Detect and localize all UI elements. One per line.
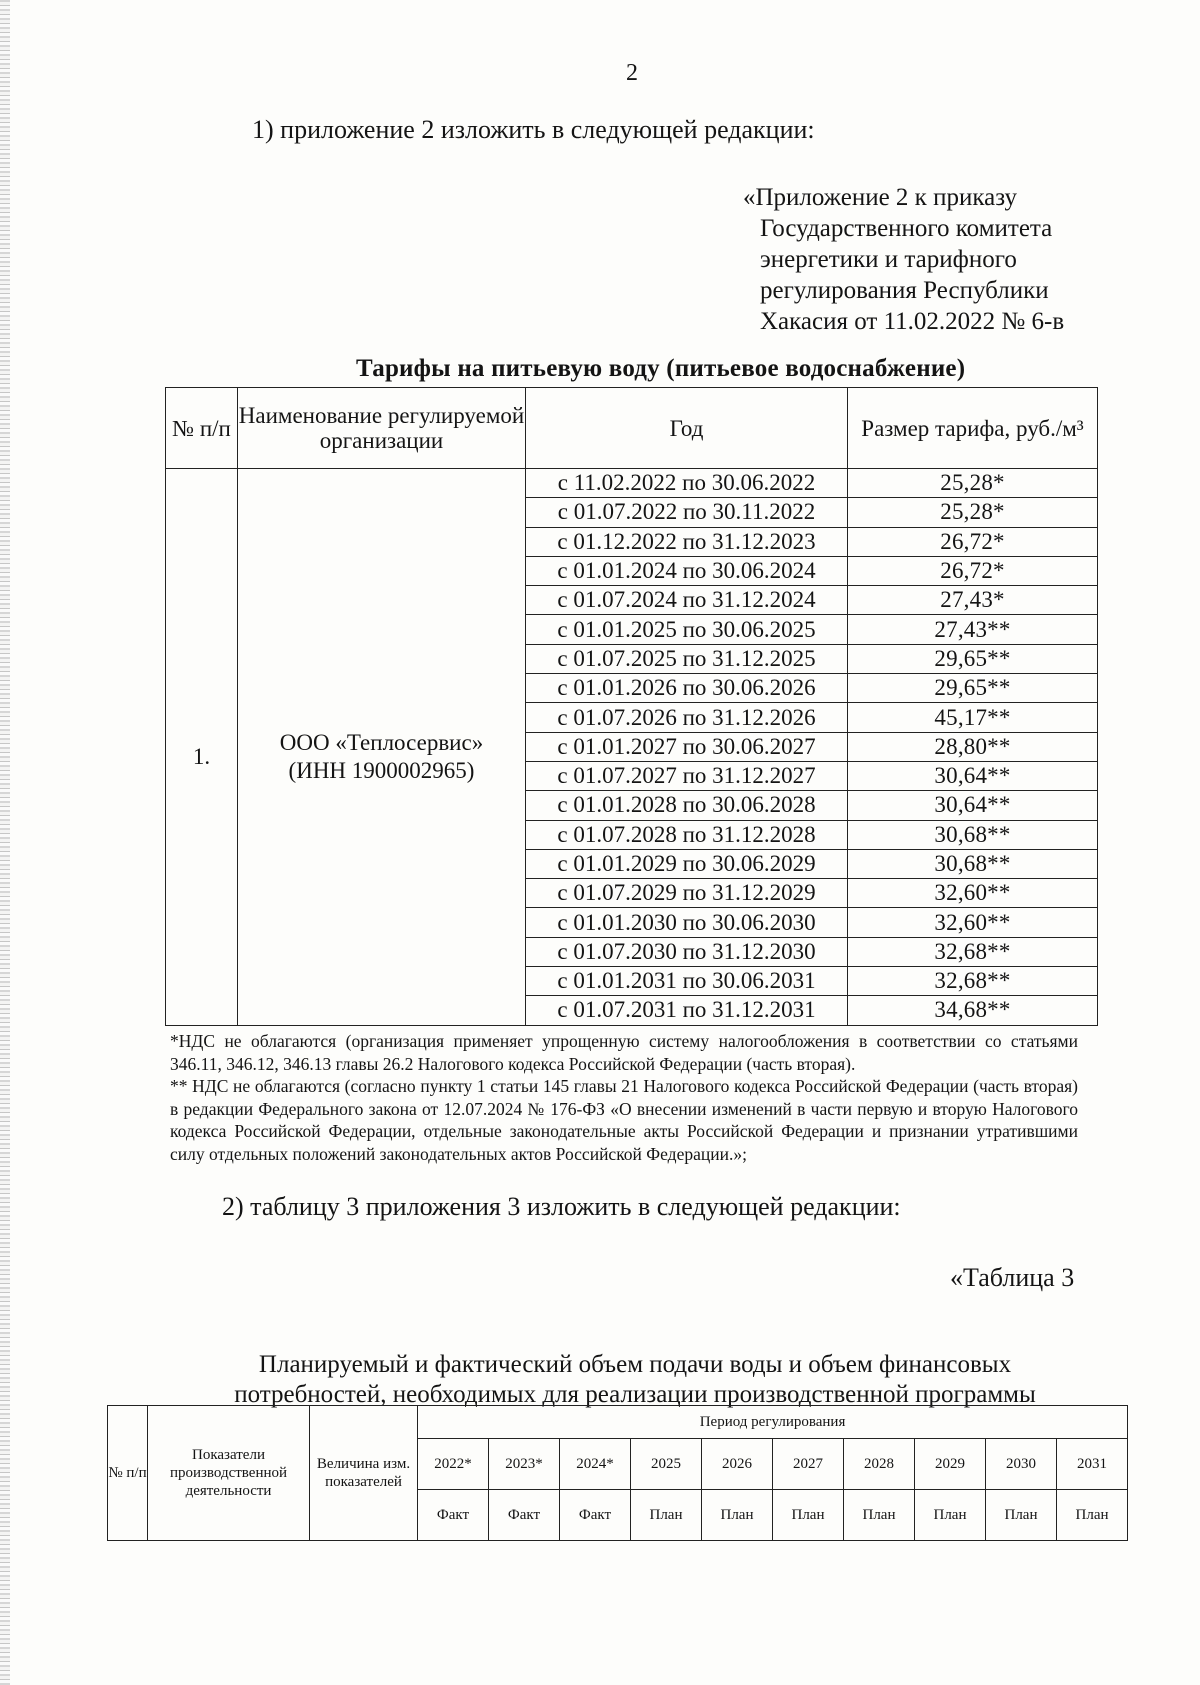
year-header: 2025 xyxy=(631,1439,702,1490)
rate-cell: 34,68** xyxy=(848,996,1098,1025)
tariff-table xyxy=(165,387,1098,1026)
period-cell: с 01.12.2022 по 31.12.2023 xyxy=(526,527,848,556)
footnote-2: ** НДС не облагаются (согласно пункту 1 статьи 145 главы 21 Налогового кодекса Российской Федерации (часть вторая) в редакции Федерального закона от 12.07.2024 № 176-ФЗ «О внесении изменений в части первую и вторую Налогового кодекса Российской Федерации, отдельные законодательные акты Российской Федерации и признании утратившими силу отдельных положений законодательных актов Российской Федерации.»; xyxy=(170,1076,1078,1164)
period-cell: с 01.07.2029 по 31.12.2029 xyxy=(526,879,848,908)
header-period: Год xyxy=(526,388,848,469)
rate-cell: 28,80** xyxy=(848,732,1098,761)
period-cell: с 01.01.2026 по 30.06.2026 xyxy=(526,674,848,703)
rate-cell: 27,43* xyxy=(848,586,1098,615)
year-header: 2022* xyxy=(418,1439,489,1490)
year-header: 2023* xyxy=(489,1439,560,1490)
year-header: 2026 xyxy=(702,1439,773,1490)
period-cell: с 01.07.2026 по 31.12.2026 xyxy=(526,703,848,732)
rate-cell: 26,72* xyxy=(848,556,1098,585)
rate-cell: 30,68** xyxy=(848,849,1098,878)
vol-header-num: № п/п xyxy=(108,1406,148,1541)
fact-plan-header: Факт xyxy=(560,1490,631,1541)
period-cell: с 01.01.2028 по 30.06.2028 xyxy=(526,791,848,820)
fact-plan-header: План xyxy=(986,1490,1057,1541)
year-header: 2028 xyxy=(844,1439,915,1490)
year-header: 2030 xyxy=(986,1439,1057,1490)
period-cell: с 01.07.2025 по 31.12.2025 xyxy=(526,644,848,673)
footnote-1: *НДС не облагаются (организация применяет упрощенную систему налогообложения в соответствии со статьями 346.11, 346.12, 346.13 главы 26.2 Налогового кодекса Российской Федерации (часть вторая). xyxy=(170,1031,1078,1074)
period-cell: с 01.01.2027 по 30.06.2027 xyxy=(526,732,848,761)
org-cell xyxy=(238,469,526,1026)
fact-plan-header: План xyxy=(631,1490,702,1541)
header-rate: Размер тарифа, руб./м³ xyxy=(848,388,1098,469)
rate-cell: 25,28* xyxy=(848,498,1098,527)
period-cell: с 01.01.2024 по 30.06.2024 xyxy=(526,556,848,585)
rate-cell: 32,68** xyxy=(848,937,1098,966)
tariff-table-title: Тарифы на питьевую воду (питьевое водоснабжение) xyxy=(356,355,966,382)
rate-cell: 32,60** xyxy=(848,879,1098,908)
year-header: 2027 xyxy=(773,1439,844,1490)
table-3-label: «Таблица 3 xyxy=(950,1263,1075,1292)
rate-cell: 29,65** xyxy=(848,644,1098,673)
volume-table xyxy=(107,1405,1128,1541)
period-cell: с 01.01.2025 по 30.06.2025 xyxy=(526,615,848,644)
header-num: № п/п xyxy=(166,388,238,469)
appendix-heading-line: «Приложение 2 к приказу xyxy=(743,184,1018,211)
rate-cell: 27,43** xyxy=(848,615,1098,644)
appendix-heading-line: Хакасия от 11.02.2022 № 6-в xyxy=(760,308,1065,335)
year-header: 2024* xyxy=(560,1439,631,1490)
table-3-title: Планируемый и фактический объем подачи воды и объем финансовых потребностей, необходимых для реализации производственной программы xyxy=(234,1351,1036,1408)
vol-header-indicators: Показатели производственной деятельности xyxy=(148,1406,310,1541)
period-cell: с 01.01.2029 по 30.06.2029 xyxy=(526,849,848,878)
row-number: 1. xyxy=(166,469,238,1026)
year-header: 2029 xyxy=(915,1439,986,1490)
org-inn: (ИНН 1900002965) xyxy=(288,757,475,783)
period-cell: с 01.07.2027 по 31.12.2027 xyxy=(526,761,848,790)
scan-edge xyxy=(0,0,10,1685)
rate-cell: 32,68** xyxy=(848,967,1098,996)
tariff-row xyxy=(166,469,1098,498)
rate-cell: 30,68** xyxy=(848,820,1098,849)
vol-header-period: Период регулирования xyxy=(418,1406,1128,1439)
vol-header-unit: Величина изм. показателей xyxy=(310,1406,418,1541)
item-2-text: 2) таблицу 3 приложения 3 изложить в следующей редакции: xyxy=(222,1192,901,1221)
period-cell: с 01.07.2022 по 30.11.2022 xyxy=(526,498,848,527)
footnotes xyxy=(170,1030,1078,1165)
rate-cell: 30,64** xyxy=(848,791,1098,820)
appendix-heading-line: Государственного комитета xyxy=(760,215,1053,242)
page-number: 2 xyxy=(626,60,638,86)
period-cell: с 01.01.2031 по 30.06.2031 xyxy=(526,967,848,996)
item-1-text: 1) приложение 2 изложить в следующей редакции: xyxy=(252,115,815,144)
period-cell: с 01.07.2031 по 31.12.2031 xyxy=(526,996,848,1025)
header-org: Наименование регулируемой организации xyxy=(238,388,526,469)
rate-cell: 45,17** xyxy=(848,703,1098,732)
period-cell: с 11.02.2022 по 30.06.2022 xyxy=(526,469,848,498)
period-cell: с 01.07.2024 по 31.12.2024 xyxy=(526,586,848,615)
fact-plan-header: План xyxy=(773,1490,844,1541)
rate-cell: 32,60** xyxy=(848,908,1098,937)
fact-plan-header: План xyxy=(1057,1490,1128,1541)
org-name: ООО «Теплосервис» xyxy=(279,729,484,755)
rate-cell: 30,64** xyxy=(848,761,1098,790)
appendix-heading xyxy=(743,182,1064,337)
period-cell: с 01.01.2030 по 30.06.2030 xyxy=(526,908,848,937)
fact-plan-header: План xyxy=(844,1490,915,1541)
fact-plan-header: План xyxy=(915,1490,986,1541)
period-cell: с 01.07.2030 по 31.12.2030 xyxy=(526,937,848,966)
appendix-heading-line: регулирования Республики xyxy=(760,277,1049,304)
rate-cell: 25,28* xyxy=(848,469,1098,498)
fact-plan-header: Факт xyxy=(489,1490,560,1541)
fact-plan-header: План xyxy=(702,1490,773,1541)
fact-plan-header: Факт xyxy=(418,1490,489,1541)
rate-cell: 26,72* xyxy=(848,527,1098,556)
rate-cell: 29,65** xyxy=(848,674,1098,703)
period-cell: с 01.07.2028 по 31.12.2028 xyxy=(526,820,848,849)
appendix-heading-line: энергетики и тарифного xyxy=(760,246,1017,273)
year-header: 2031 xyxy=(1057,1439,1128,1490)
